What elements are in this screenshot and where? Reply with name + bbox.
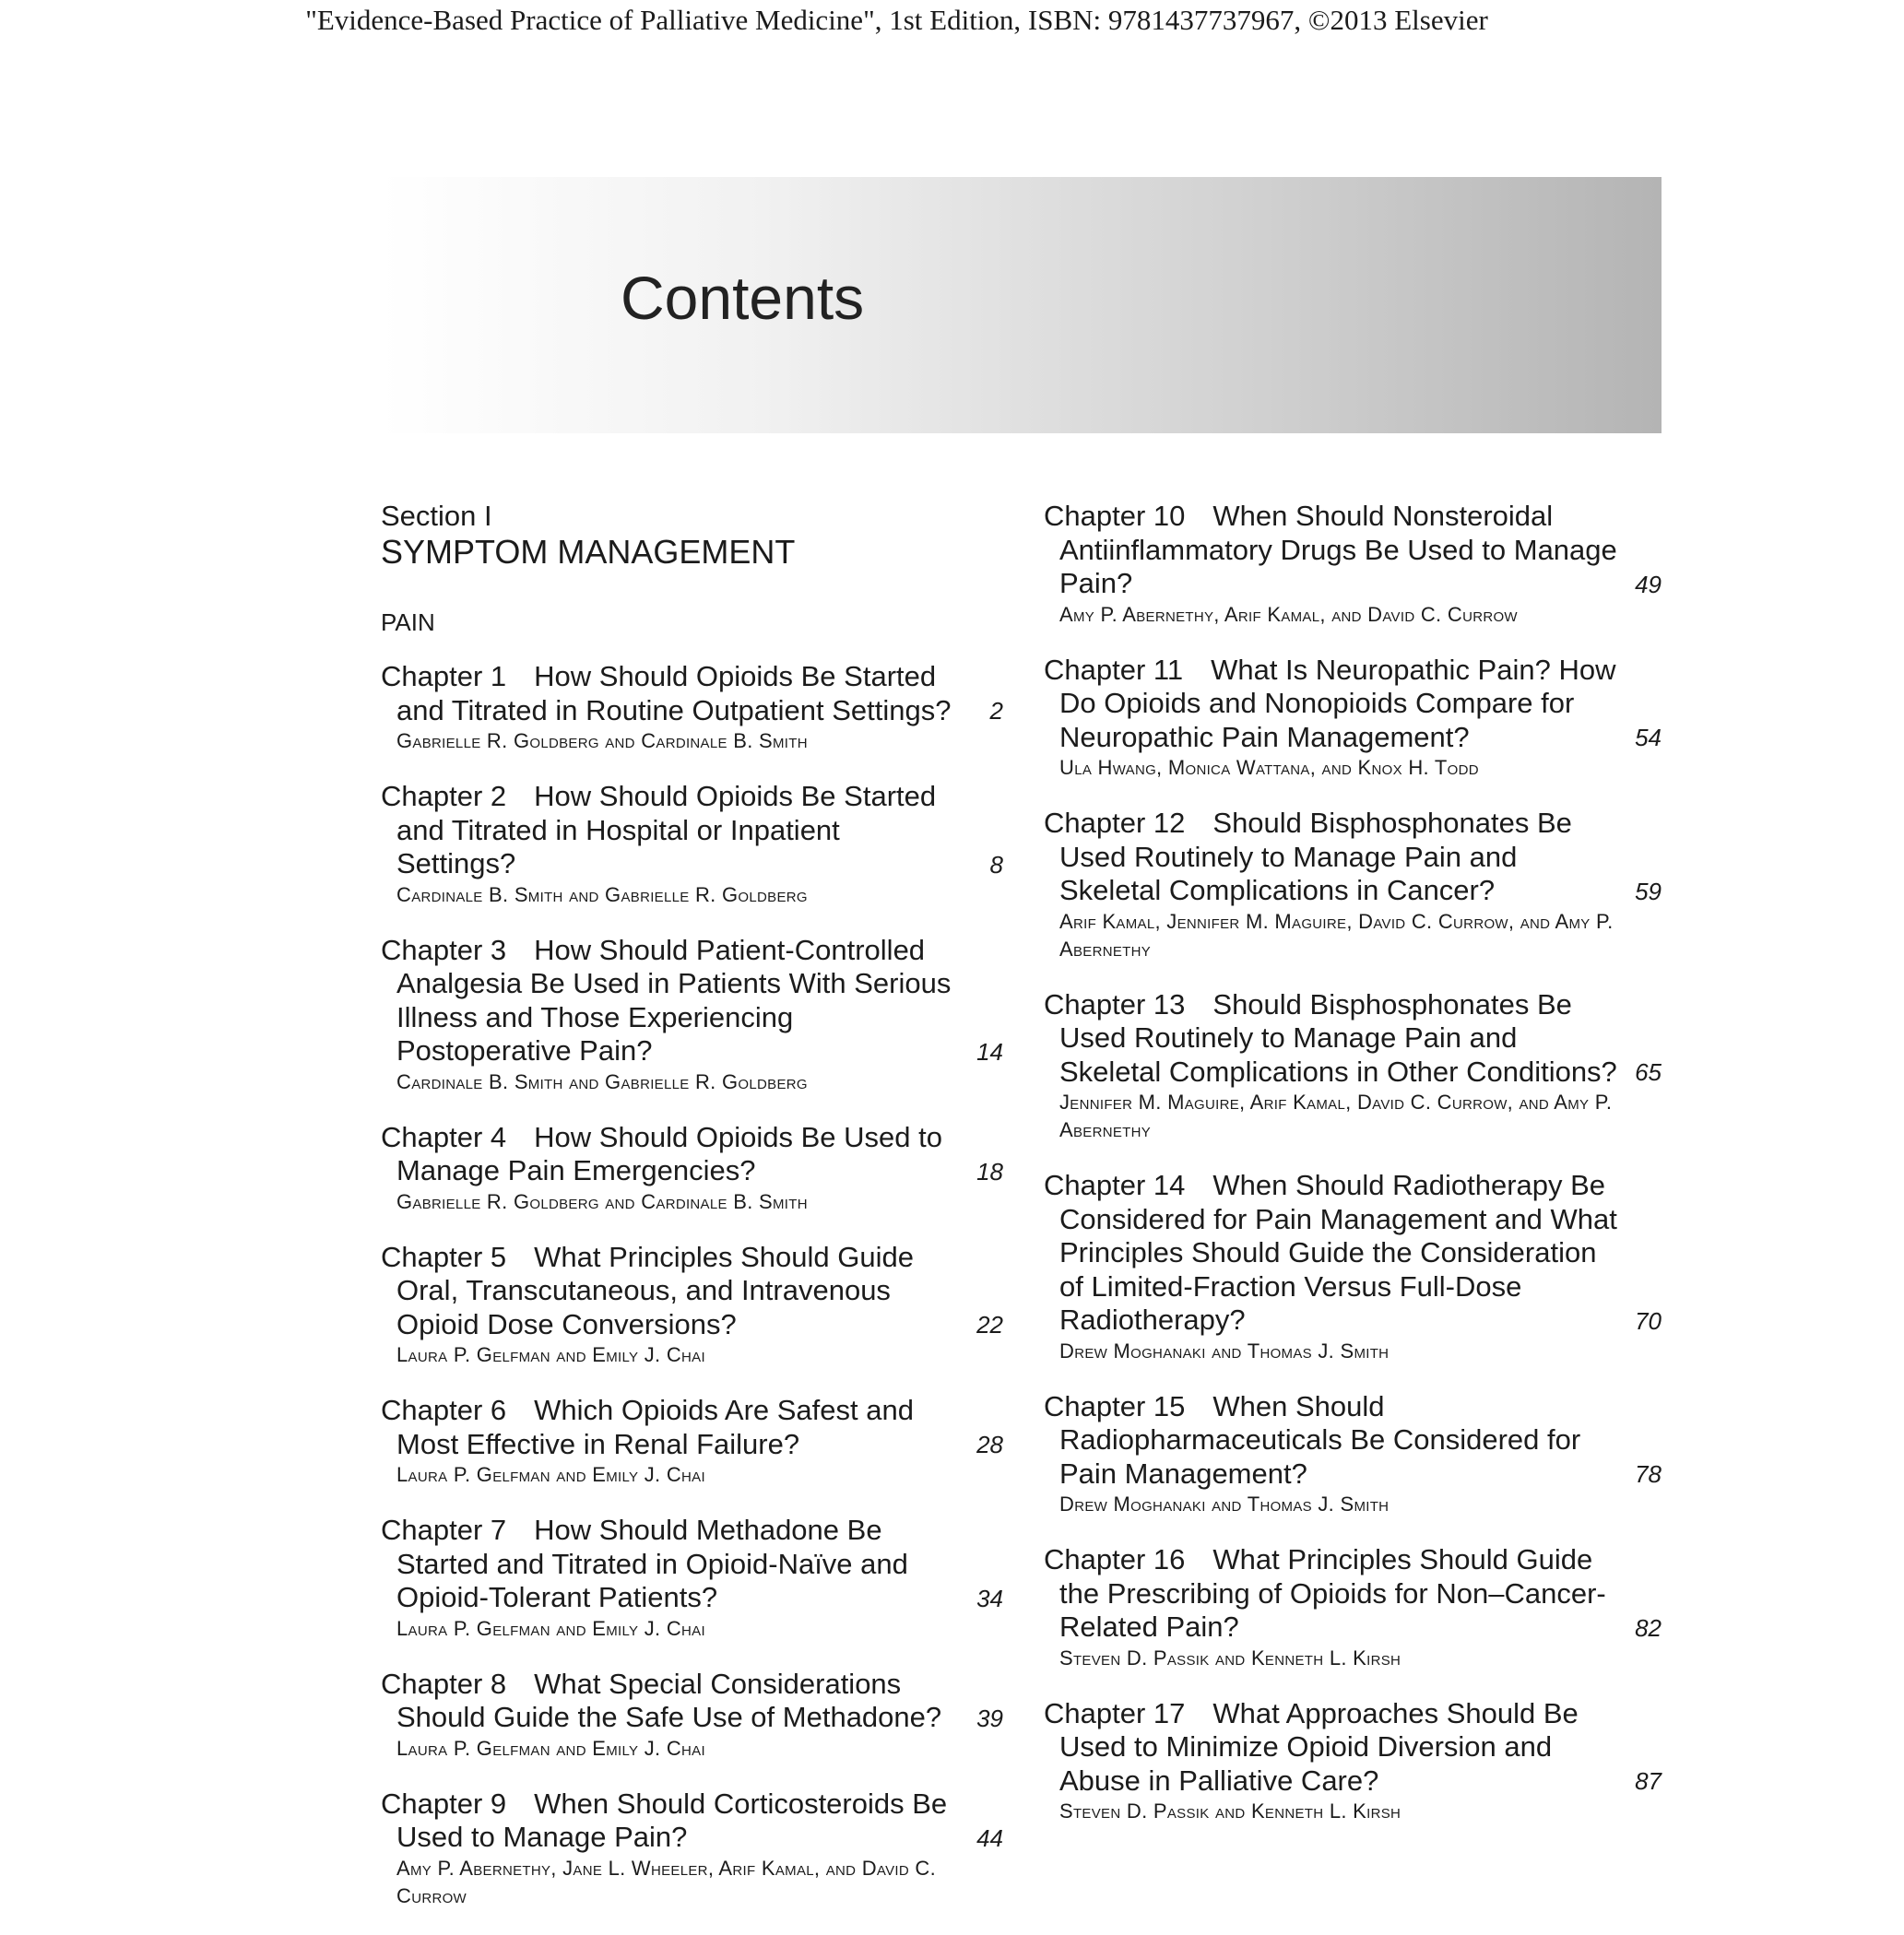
chapter-label: Chapter 10 (1044, 500, 1186, 532)
contents-banner (381, 177, 1662, 433)
toc-entry-text (381, 934, 959, 1068)
toc-entry[interactable] (1044, 807, 1662, 963)
section-label: Section I (381, 500, 492, 532)
toc-entry-heading (1044, 807, 1662, 908)
chapter-title: What Approaches Should Be Used to Minimize Opioid Diversion and Abuse in Palliative Care? (1059, 1696, 1579, 1797)
toc-entry-text (381, 780, 959, 881)
toc-entry[interactable] (381, 1121, 1003, 1216)
chapter-label: Chapter 9 (381, 1787, 507, 1820)
chapter-authors: Drew Moghanaki and Thomas J. Smith (1059, 1339, 1390, 1363)
toc-entry[interactable] (381, 1788, 1003, 1910)
chapter-title: How Should Opioids Be Started and Titrated in Routine Outpatient Settings? (396, 660, 952, 726)
chapter-label: Chapter 16 (1044, 1543, 1186, 1575)
subsection-heading: PAIN (381, 608, 435, 636)
section-title: SYMPTOM MANAGEMENT (381, 533, 796, 571)
toc-entry-text (381, 1788, 959, 1855)
toc-entry-heading (381, 1668, 1003, 1735)
toc-entry[interactable] (1044, 500, 1662, 629)
chapter-page-number: 8 (989, 850, 1003, 879)
toc-entry-heading (381, 1241, 1003, 1342)
toc-entry-heading (381, 660, 1003, 727)
toc-entry-text (1044, 988, 1617, 1090)
chapter-title: What Special Considerations Should Guide the Safe Use of Methadone? (396, 1667, 942, 1733)
chapter-authors: Laura P. Gelfman and Emily J. Chai (396, 1736, 705, 1760)
toc-left-column (381, 500, 1003, 1935)
toc-entry-text (381, 1514, 959, 1615)
chapter-authors: Steven D. Passik and Kenneth L. Kirsh (1059, 1646, 1401, 1670)
toc-entry[interactable] (381, 1241, 1003, 1370)
toc-entry-text (1044, 1543, 1617, 1645)
toc-entry[interactable] (381, 1514, 1003, 1643)
chapter-authors: Laura P. Gelfman and Emily J. Chai (396, 1343, 705, 1366)
chapter-authors: Laura P. Gelfman and Emily J. Chai (396, 1616, 705, 1640)
chapter-label: Chapter 8 (381, 1667, 507, 1700)
chapter-label: Chapter 5 (381, 1240, 507, 1273)
chapter-label: Chapter 17 (1044, 1696, 1186, 1729)
chapter-page-number: 22 (976, 1311, 1003, 1339)
toc-entry[interactable] (1044, 1697, 1662, 1826)
toc-entry-heading (381, 780, 1003, 881)
toc-entry-text (381, 660, 959, 727)
chapter-list-right (1044, 500, 1662, 1825)
chapter-title: What Principles Should Guide the Prescribing of Opioids for Non–Cancer-Related Pain? (1059, 1543, 1606, 1643)
chapter-title: What Principles Should Guide Oral, Transcutaneous, and Intravenous Opioid Dose Conversions? (396, 1240, 914, 1340)
chapter-page-number: 34 (976, 1584, 1003, 1612)
chapter-authors: Arif Kamal, Jennifer M. Maguire, David C. Currow, and Amy P. Abernethy (1059, 909, 1614, 961)
chapter-title: Should Bisphosphonates Be Used Routinely to Manage Pain and Skeletal Complications in Cancer? (1059, 807, 1572, 906)
toc-entry[interactable] (381, 1668, 1003, 1763)
chapter-page-number: 65 (1635, 1058, 1662, 1086)
chapter-page-number: 87 (1635, 1767, 1662, 1795)
chapter-label: Chapter 1 (381, 660, 507, 692)
chapter-title: When Should Radiotherapy Be Considered for Pain Management and What Principles Should Guide the Consideration of Limited-Fraction Versus Full-Dose Radiotherapy? (1059, 1169, 1617, 1336)
toc-entry-heading (1044, 654, 1662, 755)
toc-entry[interactable] (381, 780, 1003, 909)
document-header: "Evidence-Based Practice of Palliative Medicine", 1st Edition, ISBN: 9781437737967, ©2013 Elsevier (305, 4, 1488, 36)
chapter-label: Chapter 14 (1044, 1169, 1186, 1201)
toc-entry-heading (1044, 1697, 1662, 1799)
chapter-title: How Should Patient-Controlled Analgesia Be Used in Patients With Serious Illness and Those Experiencing Postoperative Pain? (396, 933, 952, 1067)
toc-entry-text (1044, 654, 1617, 755)
chapter-page-number: 28 (976, 1431, 1003, 1458)
chapter-page-number: 14 (976, 1037, 1003, 1066)
chapter-authors: Laura P. Gelfman and Emily J. Chai (396, 1463, 705, 1486)
chapter-page-number: 18 (976, 1157, 1003, 1186)
chapter-title: When Should Corticosteroids Be Used to Manage Pain? (396, 1787, 948, 1853)
chapter-title: Which Opioids Are Safest and Most Effective in Renal Failure? (396, 1394, 914, 1460)
toc-entry-heading (381, 1788, 1003, 1855)
chapter-authors: Cardinale B. Smith and Gabrielle R. Goldberg (396, 882, 808, 906)
chapter-authors: Jennifer M. Maguire, Arif Kamal, David C. Currow, and Amy P. Abernethy (1059, 1091, 1613, 1141)
chapter-page-number: 39 (976, 1704, 1003, 1732)
chapter-label: Chapter 12 (1044, 807, 1186, 839)
toc-entry-heading (1044, 1543, 1662, 1645)
chapter-page-number: 2 (989, 697, 1003, 725)
toc-entry-heading (1044, 1169, 1662, 1338)
toc-entry-heading (1044, 1390, 1662, 1492)
toc-entry[interactable] (1044, 1390, 1662, 1519)
toc-entry[interactable] (1044, 1543, 1662, 1672)
toc-entry[interactable] (1044, 1169, 1662, 1365)
toc-entry-heading (381, 934, 1003, 1068)
toc-entry-heading (381, 1514, 1003, 1615)
chapter-authors: Amy P. Abernethy, Arif Kamal, and David C. Currow (1059, 602, 1518, 626)
toc-entry-heading (381, 1394, 1003, 1461)
toc-entry-text (1044, 807, 1617, 908)
toc-entry[interactable] (1044, 654, 1662, 783)
chapter-authors: Gabrielle R. Goldberg and Cardinale B. Smith (396, 1189, 808, 1213)
chapter-label: Chapter 13 (1044, 987, 1186, 1021)
toc-entry-text (1044, 1697, 1617, 1799)
chapter-authors: Gabrielle R. Goldberg and Cardinale B. Smith (396, 729, 808, 752)
toc-entry-text (381, 1668, 959, 1735)
chapter-label: Chapter 15 (1044, 1389, 1186, 1422)
chapter-authors: Cardinale B. Smith and Gabrielle R. Goldberg (396, 1069, 808, 1093)
toc-entry-text (1044, 1390, 1617, 1492)
chapter-page-number: 49 (1635, 570, 1662, 598)
toc-entry-text (381, 1394, 959, 1461)
toc-entry[interactable] (381, 660, 1003, 755)
chapter-title: Should Bisphosphonates Be Used Routinely to Manage Pain and Skeletal Complications in Other Conditions? (1059, 987, 1617, 1088)
chapter-label: Chapter 4 (381, 1120, 507, 1153)
chapter-title: When Should Radiopharmaceuticals Be Considered for Pain Management? (1059, 1389, 1581, 1490)
toc-entry-text (381, 1241, 959, 1342)
chapter-authors: Amy P. Abernethy, Jane L. Wheeler, Arif Kamal, and David C. Currow (396, 1856, 936, 1907)
toc-entry-heading (1044, 500, 1662, 601)
toc-right-column (1044, 500, 1662, 1850)
toc-entry-heading (1044, 988, 1662, 1090)
chapter-title: What Is Neuropathic Pain? How Do Opioids and Nonopioids Compare for Neuropathic Pain Management? (1059, 653, 1616, 753)
chapter-page-number: 54 (1635, 724, 1662, 751)
toc-entry-text (1044, 500, 1617, 601)
chapter-label: Chapter 3 (381, 933, 507, 966)
toc-entry-text (1044, 1169, 1617, 1338)
chapter-title: When Should Nonsteroidal Antiinflammatory Drugs Be Used to Manage Pain? (1059, 500, 1617, 599)
chapter-label: Chapter 2 (381, 780, 507, 812)
toc-entry-heading (381, 1121, 1003, 1188)
chapter-label: Chapter 6 (381, 1394, 507, 1426)
chapter-page-number: 44 (976, 1823, 1003, 1852)
chapter-page-number: 78 (1635, 1460, 1662, 1488)
toc-entry[interactable] (1044, 988, 1662, 1145)
chapter-title: How Should Opioids Be Used to Manage Pain Emergencies? (396, 1120, 942, 1186)
toc-entry[interactable] (381, 1394, 1003, 1489)
chapter-label: Chapter 7 (381, 1514, 507, 1546)
chapter-list-left (381, 660, 1003, 1910)
chapter-authors: Drew Moghanaki and Thomas J. Smith (1059, 1493, 1390, 1516)
chapter-page-number: 59 (1635, 877, 1662, 905)
chapter-authors: Ula Hwang, Monica Wattana, and Knox H. Todd (1059, 756, 1479, 779)
chapter-title: How Should Methadone Be Started and Titrated in Opioid-Naïve and Opioid-Tolerant Patients? (396, 1514, 908, 1613)
chapter-title: How Should Opioids Be Started and Titrated in Hospital or Inpatient Settings? (396, 780, 937, 879)
chapter-page-number: 70 (1635, 1306, 1662, 1335)
chapter-page-number: 82 (1635, 1613, 1662, 1642)
toc-entry[interactable] (381, 934, 1003, 1096)
chapter-authors: Steven D. Passik and Kenneth L. Kirsh (1059, 1799, 1401, 1823)
page-title: Contents (621, 264, 865, 332)
chapter-label: Chapter 11 (1044, 653, 1184, 686)
toc-entry-text (381, 1121, 959, 1188)
